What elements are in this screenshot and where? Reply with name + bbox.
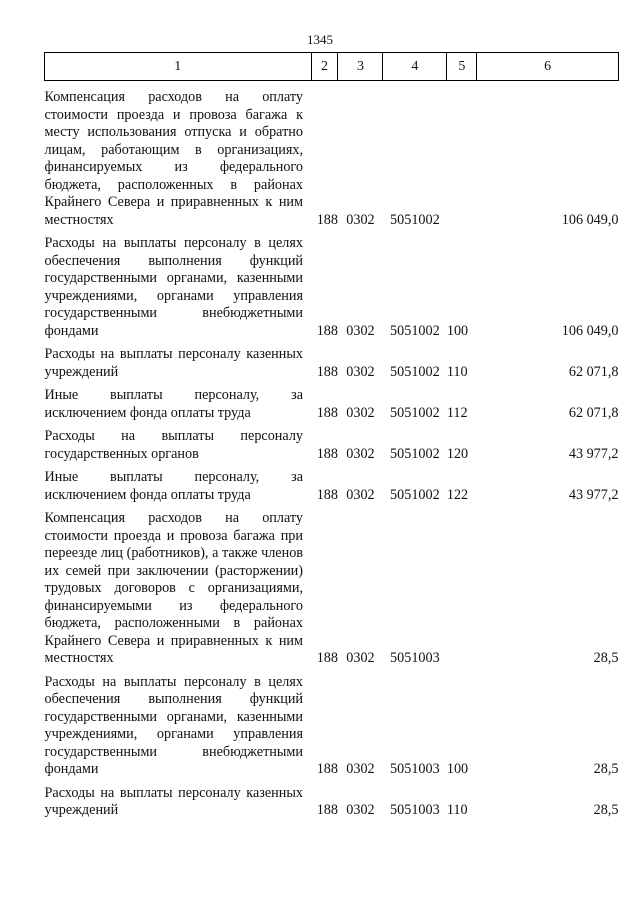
row-target-item: 5051002 — [390, 211, 440, 228]
table-row — [45, 387, 619, 428]
row-target-item: 5051002 — [390, 363, 440, 380]
row-section: 0302 — [346, 211, 375, 228]
row-name: Расходы на выплаты персоналу казенных учреждений — [44, 784, 303, 818]
budget-table — [44, 52, 619, 826]
row-name: Расходы на выплаты персоналу в целях обеспечения выполнения функций государственными органами, казенными учреждениями, органами управления государственными внебюджетными фондами — [44, 235, 303, 339]
row-grbs: 188 — [316, 761, 338, 777]
row-expense-type: 120 — [446, 445, 469, 462]
table-row — [45, 674, 619, 785]
row-expense-type — [447, 81, 477, 236]
column-header-target-item: 4 — [383, 53, 447, 81]
row-amount: 62 071,8 — [568, 363, 619, 380]
table-row — [45, 510, 619, 674]
row-section: 0302 — [346, 404, 375, 421]
table-row — [45, 428, 619, 469]
row-section: 0302 — [346, 363, 375, 380]
row-amount: 106 049,0 — [561, 211, 619, 228]
row-name: Компенсация расходов на оплату стоимости проезда и провоза багажа к месту использования отпуска и обратно лицам, работающим в организациях, финансируемых из федерального бюджета, расположенных в районах Крайнего Севера и приравненных к ним местностях — [44, 89, 303, 228]
row-grbs: 188 — [316, 211, 338, 228]
row-grbs: 188 — [316, 363, 338, 380]
row-target-item: 5051002 — [390, 445, 440, 462]
row-expense-type: 122 — [446, 486, 469, 503]
row-grbs: 188 — [316, 486, 338, 503]
row-grbs: 188 — [316, 322, 338, 339]
row-name: Иные выплаты персоналу, за исключением фонда оплаты труда — [44, 387, 303, 421]
row-amount: 43 977,2 — [568, 486, 619, 503]
row-name: Иные выплаты персоналу, за исключением фонда оплаты труда — [44, 469, 303, 503]
row-name: Расходы на выплаты персоналу государственных органов — [44, 428, 303, 462]
row-target-item: 5051002 — [390, 322, 440, 339]
table-row — [45, 235, 619, 346]
row-expense-type: 112 — [446, 404, 468, 421]
row-grbs: 188 — [316, 445, 338, 462]
row-expense-type: 110 — [446, 802, 468, 818]
row-target-item: 5051002 — [390, 404, 440, 421]
row-name: Расходы на выплаты персоналу в целях обеспечения выполнения функций государственными органами, казенными учреждениями, органами управления государственными внебюджетными фондами — [44, 673, 303, 777]
row-amount: 28,5 — [593, 761, 619, 777]
row-grbs: 188 — [316, 802, 338, 818]
row-target-item: 5051003 — [390, 761, 440, 777]
row-amount: 106 049,0 — [561, 322, 619, 339]
table-row — [45, 469, 619, 510]
column-header-section: 3 — [338, 53, 383, 81]
table-body — [45, 81, 619, 826]
row-section: 0302 — [346, 650, 375, 666]
row-name: Компенсация расходов на оплату стоимости проезда и провоза багажа при переезде лиц (работников), а также членов их семей при заключении (расторжении) трудовых договоров с организациями, финансируемыми из федерального бюджета, расположенными в районах Крайнего Севера и приравненных к ним местностях — [44, 510, 303, 666]
row-expense-type — [447, 510, 477, 674]
row-expense-type: 100 — [446, 761, 469, 777]
row-amount: 28,5 — [593, 650, 619, 666]
row-name: Расходы на выплаты персоналу казенных учреждений — [44, 346, 303, 380]
row-amount: 62 071,8 — [568, 404, 619, 421]
row-section: 0302 — [346, 445, 375, 462]
row-target-item: 5051003 — [390, 650, 440, 666]
row-amount: 43 977,2 — [568, 445, 619, 462]
column-header-amount: 6 — [477, 53, 619, 81]
row-target-item: 5051003 — [390, 802, 440, 818]
row-section: 0302 — [346, 802, 375, 818]
column-header-name: 1 — [45, 53, 312, 81]
row-grbs: 188 — [316, 404, 338, 421]
table-row — [45, 785, 619, 826]
table-header — [45, 53, 619, 81]
row-amount: 28,5 — [593, 802, 619, 818]
row-section: 0302 — [346, 761, 375, 777]
page-number: 1345 — [307, 32, 333, 47]
row-expense-type: 110 — [446, 363, 468, 380]
column-header-grbs: 2 — [311, 53, 338, 81]
table-row — [45, 81, 619, 236]
column-header-expense-type: 5 — [447, 53, 477, 81]
table-row — [45, 346, 619, 387]
row-section: 0302 — [346, 322, 375, 339]
row-grbs: 188 — [316, 650, 338, 666]
row-expense-type: 100 — [446, 322, 469, 339]
row-section: 0302 — [346, 486, 375, 503]
row-target-item: 5051002 — [390, 486, 440, 503]
